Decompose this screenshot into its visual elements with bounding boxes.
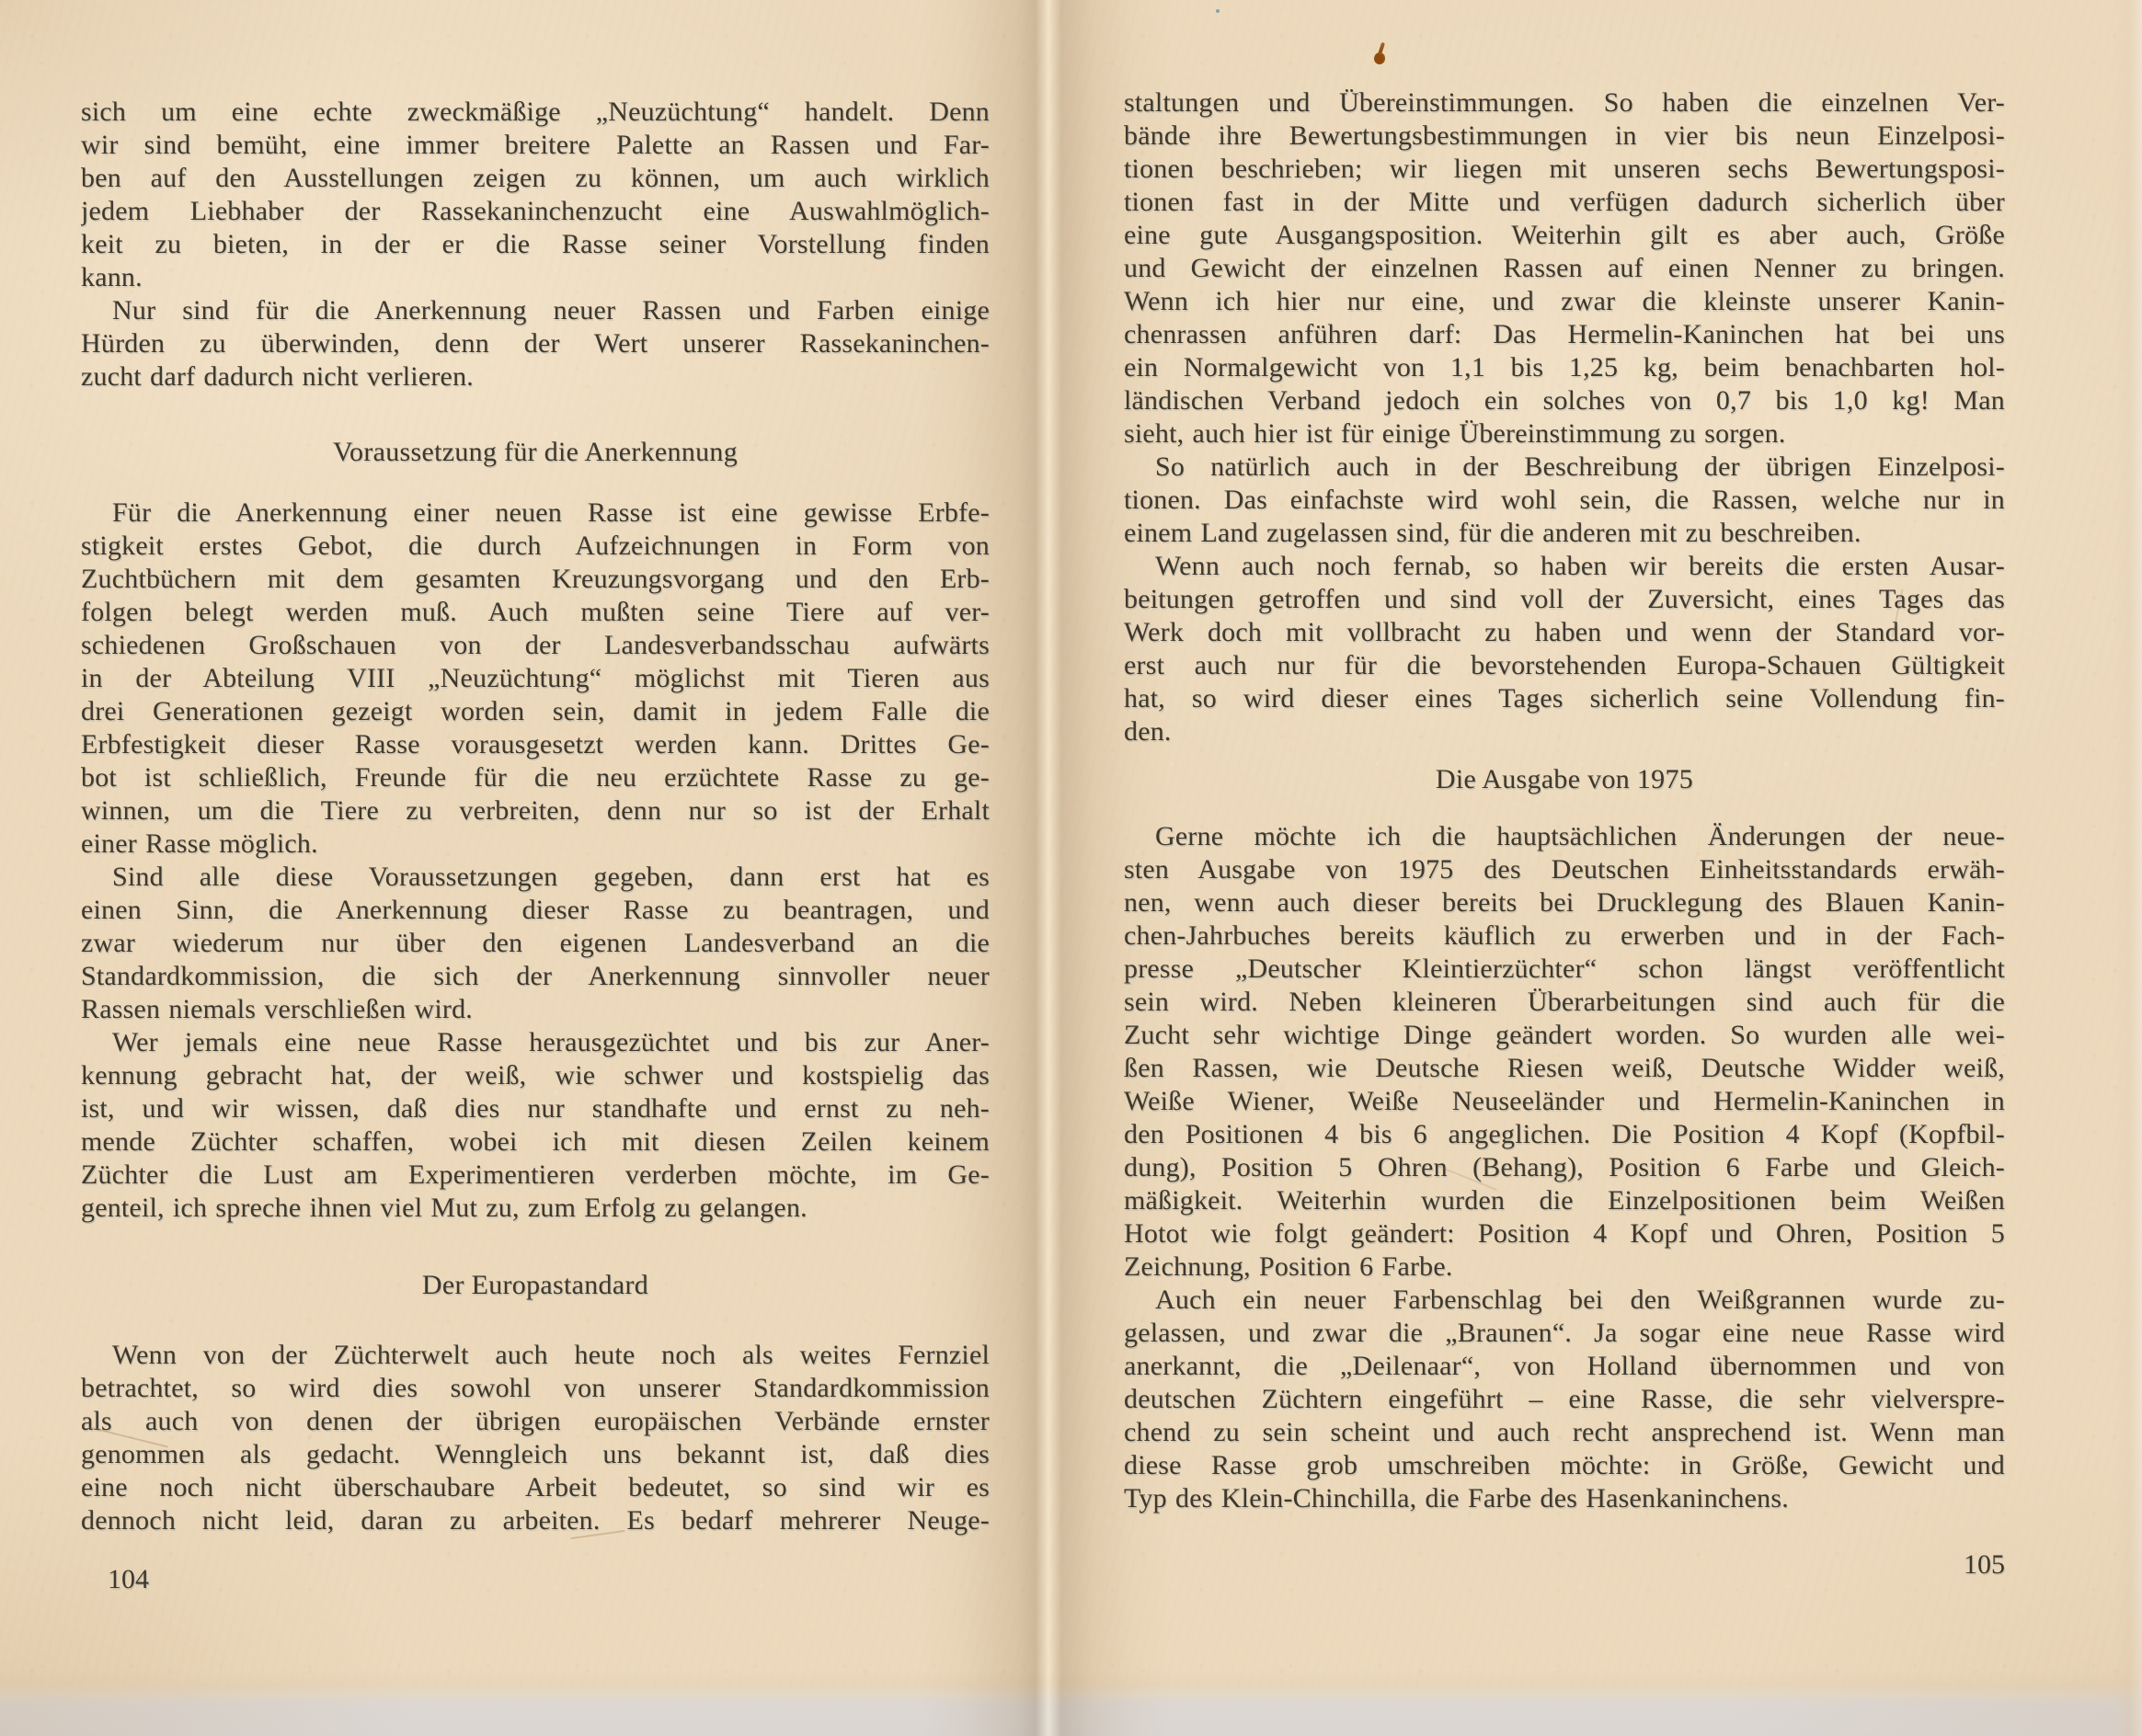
text-line: ein Normalgewicht von 1,1 bis 1,25 kg, beim benachbarten hol-	[1124, 352, 2005, 383]
text-line: Hotot wie folgt geändert: Position 4 Kopf und Ohren, Position 5	[1124, 1218, 2005, 1249]
paragraph	[81, 1339, 990, 1537]
text-line: Zuchtbüchern mit dem gesamten Kreuzungsvorgang und den Erb-	[81, 564, 990, 594]
text-line: nen, wenn auch dieser bereits bei Drucklegung des Blauen Kanin-	[1124, 887, 2005, 918]
text-line: Erbfestigkeit dieser Rasse vorausgesetzt werden kann. Drittes Ge-	[81, 729, 990, 760]
paragraph	[1124, 1284, 2005, 1515]
section-heading: Der Europastandard	[421, 1270, 649, 1300]
text-line: als auch von denen der übrigen europäischen Verbände ernster	[81, 1406, 990, 1436]
text-line: staltungen und Übereinstimmungen. So haben die einzelnen Ver-	[1124, 87, 2005, 118]
text-line: Wenn ich hier nur eine, und zwar die kleinste unserer Kanin-	[1124, 286, 2005, 316]
text-line: Zucht sehr wichtige Dinge geändert worden. So wurden alle wei-	[1124, 1020, 2005, 1050]
text-line: genommen als gedacht. Wenngleich uns bekannt ist, daß dies	[81, 1439, 990, 1469]
text-line: beitungen getroffen und sind voll der Zuversicht, eines Tages das	[1124, 584, 2005, 614]
ink-spot-blob	[1374, 52, 1385, 64]
text-line: wir sind bemüht, eine immer breitere Palette an Rassen und Far-	[81, 130, 990, 160]
text-line: Zeichnung, Position 6 Farbe.	[1124, 1251, 1453, 1282]
text-line: anerkannt, die „Deilenaar“, von Holland übernommen und von	[1124, 1351, 2005, 1381]
text-line: keit zu bieten, in der er die Rasse seiner Vorstellung finden	[81, 229, 990, 259]
text-line: mäßigkeit. Weiterhin wurden die Einzelpositionen beim Weißen	[1124, 1185, 2005, 1216]
text-line: chend zu sein scheint und auch recht ansprechend ist. Wenn man	[1124, 1417, 2005, 1447]
text-line: kann.	[81, 262, 143, 292]
text-line: ßen Rassen, wie Deutsche Riesen weiß, Deutsche Widder weiß,	[1124, 1053, 2005, 1083]
text-line: chenrassen anführen darf: Das Hermelin-Kaninchen hat bei uns	[1124, 319, 2005, 349]
paragraph	[81, 1026, 990, 1225]
text-line: den Positionen 4 bis 6 angeglichen. Die Position 4 Kopf (Kopfbil-	[1124, 1119, 2005, 1149]
text-line: Züchter die Lust am Experimentieren verderben möchte, im Ge-	[81, 1159, 990, 1190]
text-line: Auch ein neuer Farbenschlag bei den Weißgrannen wurde zu-	[1155, 1285, 2005, 1315]
text-line: sten Ausgabe von 1975 des Deutschen Einheitsstandards erwäh-	[1124, 854, 2005, 885]
text-line: zwar wiederum nur über den eigenen Landesverband an die	[81, 928, 990, 958]
text-line: Wer jemals eine neue Rasse herausgezüchtet und bis zur Aner-	[112, 1027, 990, 1057]
page-right-text-column	[1124, 86, 2005, 1515]
text-line: presse „Deutscher Kleintierzüchter“ schon längst veröffentlicht	[1124, 954, 2005, 984]
paragraph	[81, 497, 990, 861]
text-line: Gerne möchte ich die hauptsächlichen Änderungen der neue-	[1155, 821, 2005, 851]
text-line: Standardkommission, die sich der Anerkennung sinnvoller neuer	[81, 961, 990, 991]
text-line: So natürlich auch in der Beschreibung der übrigen Einzelposi-	[1155, 451, 2005, 482]
text-line: hat, so wird dieser eines Tages sicherlich seine Vollendung fin-	[1124, 683, 2005, 714]
text-line: einen Sinn, die Anerkennung dieser Rasse zu beantragen, und	[81, 895, 990, 925]
text-line: sich um eine echte zweckmäßige „Neuzüchtung“ handelt. Denn	[81, 97, 990, 127]
text-line: drei Generationen gezeigt worden sein, damit in jedem Falle die	[81, 696, 990, 726]
paper-speck	[1216, 9, 1220, 13]
text-line: ländischen Verband jedoch ein solches von 0,7 bis 1,0 kg! Man	[1124, 385, 2005, 416]
text-line: diese Rasse grob umschreiben möchte: in Größe, Gewicht und	[1124, 1450, 2005, 1480]
text-line: eine noch nicht überschaubare Arbeit bedeutet, so sind wir es	[81, 1472, 990, 1502]
text-line: Nur sind für die Anerkennung neuer Rassen und Farben einige	[112, 295, 990, 326]
text-line: und Gewicht der einzelnen Rassen auf einen Nenner zu bringen.	[1124, 253, 2005, 283]
text-line: kennung gebracht hat, der weiß, wie schwer und kostspielig das	[81, 1060, 990, 1091]
text-line: bände ihre Bewertungsbestimmungen in vier bis neun Einzelposi-	[1124, 120, 2005, 151]
text-line: erst auch nur für die bevorstehenden Europa-Schauen Gültigkeit	[1124, 650, 2005, 680]
paragraph	[1124, 86, 2005, 451]
text-line: betrachtet, so wird dies sowohl von unserer Standardkommission	[81, 1373, 990, 1403]
text-line: Sind alle diese Voraussetzungen gegeben, dann erst hat es	[112, 862, 990, 892]
text-line: chen-Jahrbuches bereits käuflich zu erwerben und in der Fach-	[1124, 920, 2005, 951]
text-line: tionen fast in der Mitte und verfügen dadurch sicherlich über	[1124, 187, 2005, 217]
text-line: einem Land zugelassen sind, für die anderen mit zu beschreiben.	[1124, 518, 1861, 548]
text-line: ist, und wir wissen, daß dies nur standhafte und ernst zu neh-	[81, 1093, 990, 1124]
ink-spot	[1374, 42, 1387, 66]
text-line: winnen, um die Tiere zu verbreiten, denn nur so ist der Erhalt	[81, 795, 990, 826]
text-line: Wenn auch noch fernab, so haben wir bereits die ersten Ausar-	[1155, 551, 2005, 581]
text-line: mende Züchter schaffen, wobei ich mit diesen Zeilen keinem	[81, 1126, 990, 1157]
paragraph	[81, 861, 990, 1026]
paragraph	[81, 96, 990, 294]
text-line: in der Abteilung VIII „Neuzüchtung“ möglichst mit Tieren aus	[81, 663, 990, 693]
text-line: Rassen niemals verschließen wird.	[81, 994, 473, 1024]
page-number-right: 105	[1964, 1549, 2005, 1580]
paragraph	[1124, 820, 2005, 1284]
paragraph	[1124, 451, 2005, 550]
text-line: Hürden zu überwinden, denn der Wert unserer Rassekaninchen-	[81, 328, 990, 359]
text-line: schiedenen Großschauen von der Landesverbandsschau aufwärts	[81, 630, 990, 660]
paragraph	[81, 294, 990, 394]
text-line: bot ist schließlich, Freunde für die neu erzüchtete Rasse zu ge-	[81, 762, 990, 793]
page-left-text-column	[81, 96, 990, 1537]
text-line: gelassen, und zwar die „Braunen“. Ja sogar eine neue Rasse wird	[1124, 1318, 2005, 1348]
paragraph	[1124, 550, 2005, 748]
text-line: sein wird. Neben kleineren Überarbeitungen sind auch für die	[1124, 987, 2005, 1017]
text-line: Wenn von der Züchterwelt auch heute noch als weites Fernziel	[112, 1340, 990, 1370]
text-line: jedem Liebhaber der Rassekaninchenzucht eine Auswahlmöglich-	[81, 196, 990, 226]
text-line: Für die Anerkennung einer neuen Rasse ist eine gewisse Erbfe-	[112, 497, 990, 528]
text-line: stigkeit erstes Gebot, die durch Aufzeichnungen in Form von	[81, 531, 990, 561]
text-line: dennoch nicht leid, daran zu arbeiten. Es bedarf mehrerer Neuge-	[81, 1505, 990, 1536]
section-heading: Voraussetzung für die Anerkennung	[332, 437, 739, 467]
text-line: ben auf den Ausstellungen zeigen zu können, um auch wirklich	[81, 163, 990, 193]
text-line: einer Rasse möglich.	[81, 828, 318, 859]
text-line: Weiße Wiener, Weiße Neuseeländer und Hermelin-Kaninchen in	[1124, 1086, 2005, 1116]
text-line: folgen belegt werden muß. Auch mußten seine Tiere auf ver-	[81, 597, 990, 627]
text-line: eine gute Ausgangsposition. Weiterhin gilt es aber auch, Größe	[1124, 220, 2005, 250]
text-line: deutschen Züchtern eingeführt – eine Rasse, die sehr vielverspre-	[1124, 1384, 2005, 1414]
text-line: Werk doch mit vollbracht zu haben und wenn der Standard vor-	[1124, 617, 2005, 647]
text-line: zucht darf dadurch nicht verlieren.	[81, 361, 474, 392]
text-line: tionen. Das einfachste wird wohl sein, die Rassen, welche nur in	[1124, 485, 2005, 515]
text-line: sieht, auch hier ist für einige Übereinstimmung zu sorgen.	[1124, 418, 1786, 449]
text-line: tionen beschrieben; wir liegen mit unseren sechs Bewertungsposi-	[1124, 154, 2005, 184]
section-heading: Die Ausgabe von 1975	[1435, 764, 1694, 794]
text-line: Typ des Klein-Chinchilla, die Farbe des Hasenkaninchens.	[1124, 1483, 1789, 1513]
text-line: genteil, ich spreche ihnen viel Mut zu, zum Erfolg zu gelangen.	[81, 1193, 808, 1223]
text-line: den.	[1124, 716, 1172, 747]
page-number-left: 104	[108, 1564, 149, 1594]
text-line: dung), Position 5 Ohren (Behang), Position 6 Farbe und Gleich-	[1124, 1152, 2005, 1182]
